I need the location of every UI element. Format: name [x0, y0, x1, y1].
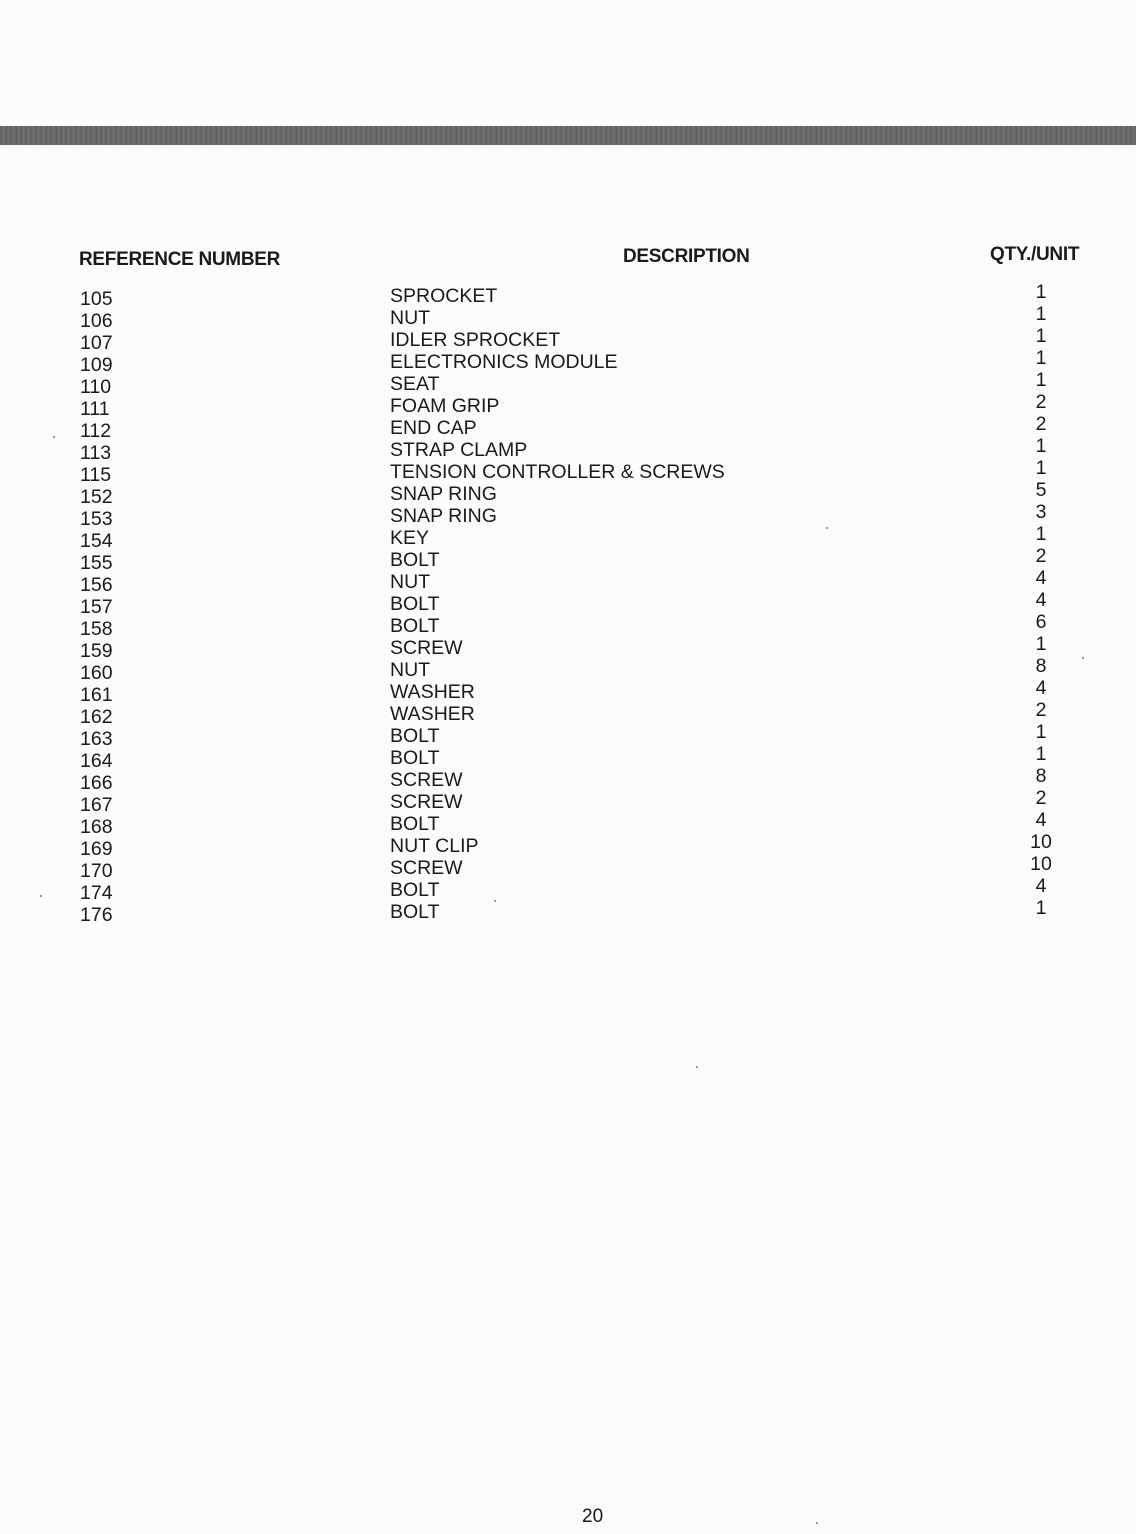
reference-number: 112 — [80, 420, 112, 442]
part-description: BOLT — [390, 615, 440, 637]
reference-number: 106 — [80, 310, 113, 332]
part-description: STRAP CLAMP — [390, 439, 528, 461]
part-quantity: 1 — [1035, 721, 1047, 743]
part-quantity: 1 — [1035, 743, 1047, 765]
part-quantity: 1 — [1035, 897, 1047, 919]
part-description: NUT — [390, 659, 431, 681]
reference-number: 111 — [80, 398, 110, 420]
part-description: TENSION CONTROLLER & SCREWS — [390, 461, 725, 483]
reference-number: 161 — [80, 684, 113, 706]
part-quantity: 8 — [1035, 655, 1047, 677]
part-description: KEY — [390, 527, 430, 549]
reference-number: 152 — [80, 486, 113, 508]
part-quantity: 3 — [1035, 501, 1047, 523]
scan-speck — [826, 527, 828, 529]
part-quantity: 2 — [1035, 787, 1047, 809]
reference-number: 107 — [80, 332, 113, 354]
reference-number: 163 — [80, 728, 113, 750]
part-description: SPROCKET — [390, 285, 498, 307]
table-row — [0, 765, 1136, 794]
part-description: END CAP — [390, 417, 477, 439]
part-description: SCREW — [390, 791, 463, 813]
part-quantity: 1 — [1035, 369, 1047, 391]
part-quantity: 2 — [1035, 391, 1047, 413]
table-header — [0, 244, 1136, 274]
table-row — [0, 457, 1136, 486]
part-quantity: 1 — [1035, 347, 1047, 369]
table-row — [0, 391, 1136, 420]
part-quantity: 5 — [1035, 479, 1047, 501]
part-quantity: 4 — [1035, 875, 1047, 897]
part-quantity: 4 — [1035, 677, 1047, 699]
part-description: SNAP RING — [390, 483, 497, 505]
part-quantity: 2 — [1035, 413, 1047, 435]
part-description: BOLT — [390, 725, 440, 747]
part-quantity: 6 — [1035, 611, 1047, 633]
part-description: ELECTRONICS MODULE — [390, 351, 618, 373]
reference-number: 160 — [80, 662, 113, 684]
parts-list — [0, 281, 1136, 926]
reference-number: 156 — [80, 574, 113, 596]
part-description: BOLT — [390, 901, 440, 923]
table-row — [0, 611, 1136, 640]
reference-number: 162 — [80, 706, 113, 728]
page-number: 20 — [582, 1506, 604, 1527]
scan-speck — [1082, 657, 1084, 659]
reference-number: 170 — [80, 860, 113, 882]
part-quantity: 1 — [1035, 523, 1047, 545]
reference-number: 158 — [80, 618, 113, 640]
table-row — [0, 897, 1136, 926]
reference-number: 110 — [80, 376, 112, 398]
reference-number: 109 — [80, 354, 113, 376]
table-row — [0, 347, 1136, 376]
part-quantity: 1 — [1035, 303, 1047, 325]
reference-number: 155 — [80, 552, 113, 574]
table-row — [0, 875, 1136, 904]
part-description: FOAM GRIP — [390, 395, 500, 417]
reference-number: 167 — [80, 794, 113, 816]
reference-number: 174 — [80, 882, 113, 904]
part-quantity: 1 — [1035, 325, 1047, 347]
header-band — [0, 126, 1136, 145]
part-description: WASHER — [390, 681, 475, 703]
reference-number: 113 — [80, 442, 112, 464]
reference-number: 159 — [80, 640, 113, 662]
reference-number: 115 — [80, 464, 112, 486]
part-description: NUT — [390, 307, 431, 329]
table-row — [0, 325, 1136, 354]
table-row — [0, 787, 1136, 816]
part-description: BOLT — [390, 593, 440, 615]
qty-unit-header: QTY./UNIT — [990, 244, 1080, 265]
reference-number: 105 — [80, 288, 113, 310]
table-row — [0, 303, 1136, 332]
part-quantity: 4 — [1035, 567, 1047, 589]
table-row — [0, 853, 1136, 882]
part-quantity: 10 — [1030, 831, 1052, 853]
table-row — [0, 633, 1136, 662]
scan-speck — [40, 895, 42, 897]
scan-speck — [816, 1522, 818, 1524]
table-row — [0, 721, 1136, 750]
part-description: BOLT — [390, 747, 440, 769]
reference-number: 168 — [80, 816, 113, 838]
part-description: SCREW — [390, 769, 463, 791]
table-row — [0, 677, 1136, 706]
reference-number: 176 — [80, 904, 113, 926]
part-description: NUT — [390, 571, 431, 593]
reference-number: 154 — [80, 530, 113, 552]
part-quantity: 1 — [1035, 457, 1047, 479]
table-row — [0, 545, 1136, 574]
table-row — [0, 699, 1136, 728]
part-description: SEAT — [390, 373, 440, 395]
part-quantity: 2 — [1035, 545, 1047, 567]
description-header: DESCRIPTION — [623, 246, 750, 267]
part-quantity: 1 — [1035, 281, 1047, 303]
part-quantity: 8 — [1035, 765, 1047, 787]
reference-number: 169 — [80, 838, 113, 860]
reference-number: 157 — [80, 596, 113, 618]
part-quantity: 4 — [1035, 809, 1047, 831]
part-quantity: 1 — [1035, 633, 1047, 655]
table-row — [0, 479, 1136, 508]
reference-number: 153 — [80, 508, 113, 530]
part-description: BOLT — [390, 813, 440, 835]
part-description: WASHER — [390, 703, 475, 725]
part-description: IDLER SPROCKET — [390, 329, 561, 351]
reference-number: 164 — [80, 750, 113, 772]
scan-speck — [494, 900, 496, 902]
table-row — [0, 413, 1136, 442]
part-description: NUT CLIP — [390, 835, 479, 857]
table-row — [0, 435, 1136, 464]
part-quantity: 4 — [1035, 589, 1047, 611]
table-row — [0, 523, 1136, 552]
part-description: BOLT — [390, 879, 440, 901]
scan-speck — [53, 436, 55, 438]
table-row — [0, 831, 1136, 860]
table-row — [0, 281, 1136, 310]
part-description: SCREW — [390, 857, 463, 879]
part-quantity: 1 — [1035, 435, 1047, 457]
table-row — [0, 589, 1136, 618]
scan-speck — [696, 1066, 698, 1068]
table-row — [0, 567, 1136, 596]
part-description: SCREW — [390, 637, 463, 659]
reference-number: 166 — [80, 772, 113, 794]
table-row — [0, 655, 1136, 684]
part-quantity: 10 — [1030, 853, 1052, 875]
table-row — [0, 501, 1136, 530]
part-description: BOLT — [390, 549, 440, 571]
reference-number-header: REFERENCE NUMBER — [79, 249, 281, 270]
part-quantity: 2 — [1035, 699, 1047, 721]
part-description: SNAP RING — [390, 505, 497, 527]
table-row — [0, 743, 1136, 772]
table-row — [0, 369, 1136, 398]
table-row — [0, 809, 1136, 838]
